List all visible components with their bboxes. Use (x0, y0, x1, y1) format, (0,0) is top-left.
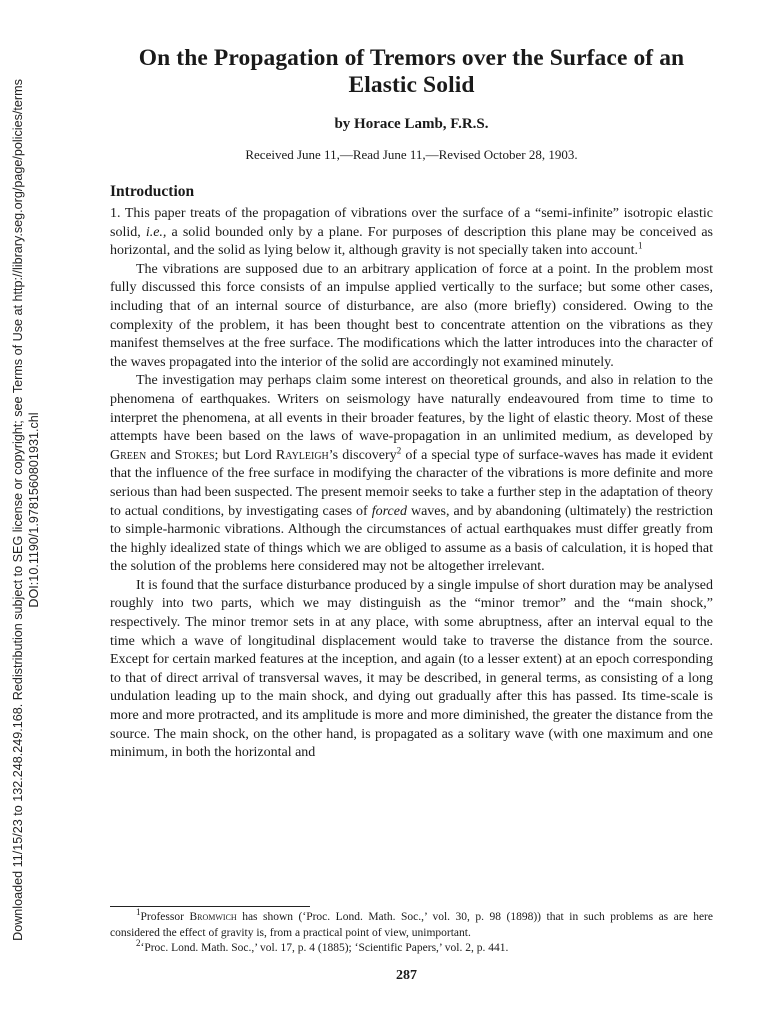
footnote-1-pre: Professor (140, 911, 190, 923)
author-line: by Horace Lamb, F.R.S. (334, 116, 489, 132)
paragraph-4: It is found that the surface disturbance produced by a single impulse of short duration may be analysed roughly into two parts, which we may distinguish as the “minor tremor” and the “main shock,” respectively. The minor tremor sets in at any place, with some abruptness, after an interval equal to the time which a wave of longitudinal displacement would take to traverse the distance from the source. Except for certain marked features at the inception, and again (to a lesser extent) at an epoch corresponding to that of direct arrival of transversal waves, it may be described, in general terms, as consisting of a long undulation leading up to the main shock, and dying out gradually after this has passed. Its time-scale is more and more protracted, and its amplitude is more and more diminished, the greater the distance from the source. The main shock, on the other hand, is propagated as a solitary wave (with one maximum and one minimum, in both the horizontal and (110, 577, 713, 761)
p3-text-e: waves, and by abandoning (ultimately) the restriction to simple-harmonic vibrations. Although the circumstances of actual earthquakes must differ greatly from the highly idealized state of things which we are obliged to assume as a basis of calculation, it is hoped that the solution of the problems here considered may not be altogether irrelevant. (110, 503, 713, 575)
p3-and: and (146, 447, 175, 463)
section-heading: Introduction (110, 183, 195, 200)
received-dates: Received June 11,—Read June 11,—Revised October 28, 1903. (245, 147, 578, 162)
footnote-2 (110, 938, 713, 957)
footnotes (110, 907, 713, 957)
p3-text-b: ; but Lord (214, 447, 276, 463)
p1-text-c: a solid bounded only by a plane. For purposes of description this plane may be conceived as horizontal, and the solid as lying below it, although gravity is not specially taken into account. (110, 224, 713, 259)
paragraph-3 (110, 372, 713, 577)
paragraph-1 (110, 205, 713, 261)
footnote-2-mark: 2 (136, 938, 141, 949)
p3-text-a: The investigation may perhaps claim some interest on theoretical grounds, and also in relation to the phenomena of earthquakes. Writers on seismology have naturally endeavoured from time to time to interpret the phenomena, at all events in their broader features, by the light of elastic theory. Most of these attempts have been based on the laws of wave-propagation in an unlimited medium, as developed by (110, 373, 713, 445)
p1-italic-ie: i.e., (145, 224, 167, 240)
p3-text-d: of a special type of surface-waves has made it evident that the influence of the free surface in modifying the character of the vibrations is more definite and more serious than had been suspected. The present memoir seeks to take a further step in the adaptation of theory to actual conditions, by investigating cases of (110, 447, 714, 519)
name-rayleigh: Rayleigh (275, 447, 329, 463)
paragraph-2: The vibrations are supposed due to an arbitrary application of force at a point. In the problem most fully discussed this force consists of an impulse applied vertically to the surface; but some other cases, including that of an internal source of disturbance, are also (more briefly) considered. Owing to the complexity of the problem, it has been thought best to concentrate attention on the vibrations as they manifest themselves at the free surface. The modifications which the latter introduces into the character of the waves propagated into the interior of the solid are accordingly not examined minutely. (110, 261, 713, 370)
name-stokes: Stokes (174, 447, 215, 463)
download-notice (10, 70, 46, 950)
footnote-ref-2[interactable]: 2 (396, 445, 402, 456)
doi-text: DOI:10.1190/1.9781560801931.chl (27, 412, 41, 608)
footnote-1-mark: 1 (136, 907, 141, 918)
page-number: 287 (396, 968, 417, 983)
name-bromwich: Bromwich (189, 911, 237, 923)
footnote-ref-1[interactable]: 1 (638, 240, 643, 251)
p1-text-a: 1. This paper treats of the propagation of vibrations over the surface of a “semi-infinite” isotropic elastic solid, (110, 206, 713, 240)
name-green: Green (110, 447, 147, 463)
p3-text-c: ’s discovery (328, 447, 397, 463)
article-page (110, 45, 713, 763)
footnote-1 (110, 907, 713, 941)
download-notice-text: Downloaded 11/15/23 to 132.248.249.168. Redistribution subject to SEG license or copyright; see Terms of Use at http://library.seg.org/page/policies/terms (11, 79, 25, 941)
footnote-1-text: has shown (‘Proc. Lond. Math. Soc.,’ vol. 30, p. 98 (1898)) that in such problems as are here considered the effect of gravity is, from a practical point of view, unimportant. (110, 911, 713, 939)
article-title: On the Propagation of Tremors over the Surface of an Elastic Solid (138, 45, 685, 98)
footnote-2-text: ‘Proc. Lond. Math. Soc.,’ vol. 17, p. 4 (1885); ‘Scientific Papers,’ vol. 2, p. 441. (140, 942, 509, 954)
p3-italic-forced: forced (371, 503, 407, 519)
